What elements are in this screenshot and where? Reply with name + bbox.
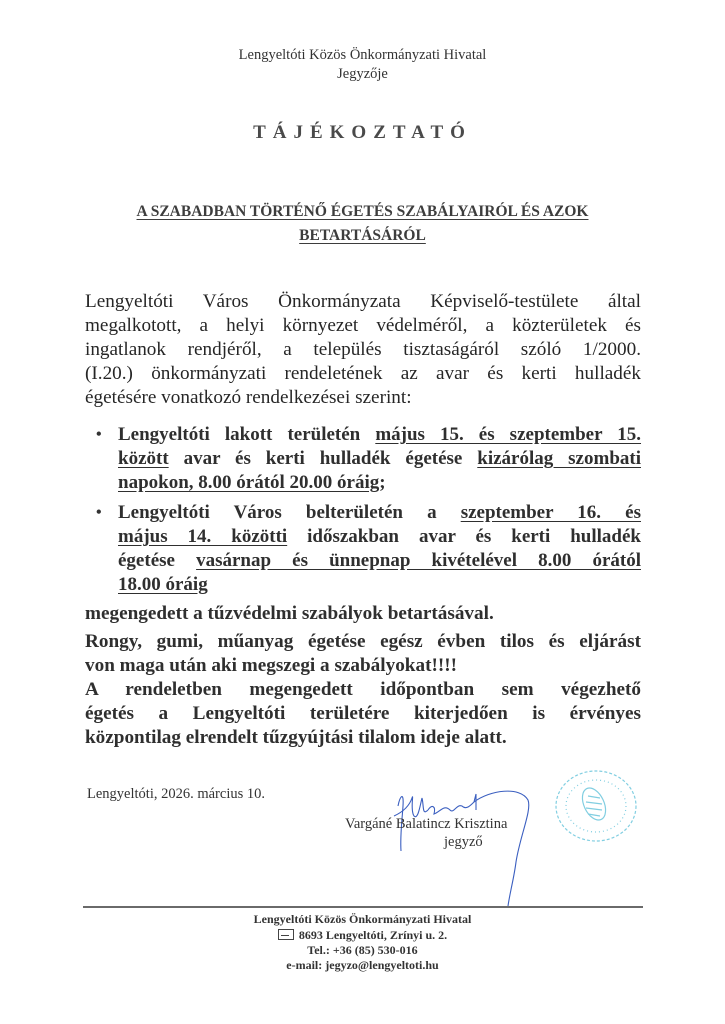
days-text: kizárólag szombati <box>477 448 641 469</box>
bullet-icon: • <box>96 504 102 521</box>
document-date: Lengyeltóti, 2026. március 10. <box>87 786 265 802</box>
envelope-icon <box>278 929 294 940</box>
footer-phone: Tel.: +36 (85) 530-016 <box>307 943 418 957</box>
signer-name: Vargáné Balatincz Krisztina <box>345 816 508 832</box>
intro-paragraph <box>85 290 641 410</box>
allowed-paragraph: megengedett a tűzvédelmi szabályok betartásával. <box>85 603 494 624</box>
forbidden-paragraph: Rongy, gumi, műanyag égetése egész évben tilos és eljárást von maga után aki megszegi a szabályokat!!!! <box>85 631 641 676</box>
footer-office: Lengyeltóti Közös Önkormányzati Hivatal <box>253 912 472 926</box>
bullet-line: napokon, 8.00 órától 20.00 óráig; <box>118 472 386 493</box>
bullet-line: május 14. közötti időszakban avar és kerti hulladék <box>118 526 641 547</box>
intro-line: megalkotott, a helyi környezet védelméről, a közterületek és <box>85 315 641 336</box>
intro-line: Lengyeltóti Város Önkormányzata Képviselő-testülete által <box>85 291 641 312</box>
intro-line: ingatlanok rendjéről, a település tisztaságáról szóló 1/2000. <box>85 339 641 360</box>
bullet-line: 18.00 óráig <box>118 574 208 595</box>
bullet-icon: • <box>96 426 102 443</box>
bullet-line: Lengyeltóti lakott területén május 15. és szeptember 15. <box>118 424 642 445</box>
hours-text: vasárnap és ünnepnap kivételével 8.00 órától <box>196 550 641 571</box>
bullet-line: égetése vasárnap és ünnepnap kivételével 8.00 órától <box>118 550 641 571</box>
bullet-item-winter <box>118 501 641 597</box>
period-text: május 15. és szeptember 15. <box>375 424 642 445</box>
footer-address: 8693 Lengyeltóti, Zrínyi u. 2. <box>0 928 725 943</box>
bullet-line: között avar és kerti hulladék égetése kizárólag szombati <box>118 448 641 469</box>
signer-role: jegyző <box>444 834 483 850</box>
ban-paragraph: A rendeletben megengedett időpontban sem végezhető égetés a Lengyeltóti területére kiterjedően is érvényes központilag elrendelt tűzgyújtási tilalom ideje alatt. <box>85 679 641 748</box>
issuer-role: Jegyzője <box>337 66 388 82</box>
bullet-item-summer <box>118 423 641 495</box>
issuer-office: Lengyeltóti Közös Önkormányzati Hivatal <box>238 47 487 63</box>
bullet-line: Lengyeltóti Város belterületén a szeptember 16. és <box>118 502 641 523</box>
document-title: TÁJÉKOZTATÓ <box>253 122 472 143</box>
footer-email[interactable]: e-mail: jegyzo@lengyeltoti.hu <box>286 958 439 972</box>
period-text: szeptember 16. és <box>460 502 641 523</box>
subtitle-line-1: A SZABADBAN TÖRTÉNŐ ÉGETÉS SZABÁLYAIRÓL ÉS AZOK <box>136 203 589 220</box>
hours-text: napokon, 8.00 órától 20.00 óráig <box>118 472 380 493</box>
subtitle-line-2: BETARTÁSÁRÓL <box>299 227 426 244</box>
intro-line: égetésére vonatkozó rendelkezései szerint: <box>85 387 412 408</box>
intro-line: (I.20.) önkormányzati rendeletének az avar és kerti hulladék <box>85 363 641 384</box>
footer-divider <box>83 906 643 908</box>
